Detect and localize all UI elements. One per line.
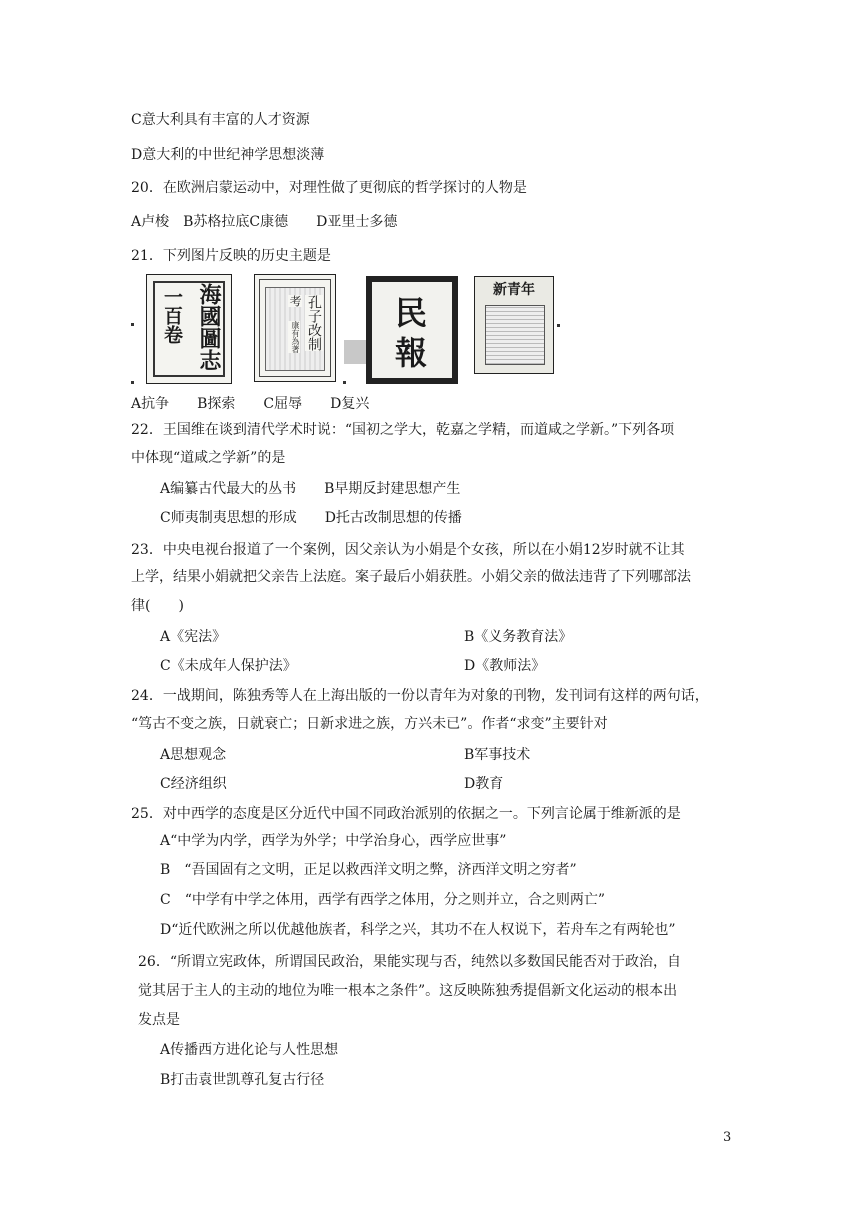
question-26-line-1: 26．“所谓立宪政体，所谓国民政治，果能实现与否，纯然以多数国民能否对于政治，自 [138,954,681,970]
question-25-option-a: A“中学为内学，西学为外学；中学治身心，西学应世事” [160,833,507,849]
kongzi-gaizhi-cover-image [254,274,336,382]
question-26-option-b: B打击袁世凯尊孔复古行径 [160,1072,325,1088]
image-marker [343,381,346,384]
option-d-italy-theology: D意大利的中世纪神学思想淡薄 [131,147,325,163]
question-22-line-1: 22．王国维在谈到清代学术时说：“国初之学大，乾嘉之学精，而道咸之学新。”下列各项 [131,422,675,438]
question-22-options-cd: C师夷制夷思想的形成 D托古改制思想的传播 [160,510,462,526]
question-20-options: A卢梭 B苏格拉底C康德 D亚里士多德 [131,214,398,230]
minbao-cover-image [366,276,458,384]
question-26-option-a: A传播西方进化论与人性思想 [160,1042,339,1058]
question-26-line-3: 发点是 [138,1012,180,1028]
question-25-option-d: D“近代欧洲之所以优越他族者，科学之兴，其功不在人权说下，若舟车之有两轮也” [160,922,676,938]
question-23-line-2: 上学，结果小娟就把父亲告上法庭。案子最后小娟获胜。小娟父亲的做法违背了下列哪部法 [131,569,691,585]
question-24-option-d: D教育 [464,776,504,792]
question-23-line-1: 23．中央电视台报道了一个案例，因父亲认为小娟是个女孩，所以在小娟12岁时就不让其 [131,542,685,558]
cover-title: 年青新 [493,282,535,298]
question-24-line-2: “笃古不变之族，日就衰亡；日新求进之族，方兴未已”。作者“求变”主要针对 [131,716,608,732]
image-marker [131,323,134,326]
haiguo-tuzhi-cover-image [146,274,232,384]
cover-title: 民報 [394,294,431,372]
question-25-option-c: C “中学有中学之体用，西学有西学之体用，分之则并立，合之则两亡” [160,892,606,908]
question-23-option-d: D《教师法》 [464,658,546,674]
question-23-line-3: 律( ) [131,598,184,614]
question-23-option-c: C《未成年人保护法》 [160,658,297,674]
image-marker [131,381,134,384]
question-22-options-ab: A编纂古代最大的丛书 B早期反封建思想产生 [160,481,461,497]
option-c-italy-talent: C意大利具有丰富的人才资源 [131,112,310,128]
question-24-option-c: C经济组织 [160,776,227,792]
question-23-option-a: A《宪法》 [160,629,227,645]
question-25: 25．对中西学的态度是区分近代中国不同政治派别的依据之一。下列言论属于维新派的是 [131,806,681,822]
question-20: 20．在欧洲启蒙运动中，对理性做了更彻底的哲学探讨的人物是 [131,180,527,196]
question-22-line-2: 中体现“道咸之学新”的是 [131,450,286,466]
image-marker [557,324,560,327]
question-21: 21．下列图片反映的历史主题是 [131,248,331,264]
cover-author: 康有為著 [288,321,300,353]
question-24-option-b: B军事技术 [464,747,531,763]
question-24-line-1: 24．一战期间，陈独秀等人在上海出版的一份以青年为对象的刊物，发刊词有这样的两句话， [131,688,709,704]
page-number: 3 [723,1130,732,1145]
question-25-option-b: B “吾国固有之文明，正足以救西洋文明之弊，济西洋文明之穷者” [160,862,577,878]
cover-title: 海國圖志 [196,283,222,371]
cover-text: 考 [288,295,302,307]
cover-title: 孔子改制 [306,295,322,351]
question-26-line-2: 觉其居于主人的主动的地位为唯一根本之条件”。这反映陈独秀提倡新文化运动的根本出 [138,983,678,999]
cover-text-volumes: 一百卷 [161,287,183,344]
question-21-options: A抗争 B探索 C屈辱 D复兴 [131,396,370,412]
question-24-option-a: A思想观念 [160,747,227,763]
xin-qingnian-cover-image [474,276,554,374]
question-23-option-b: B《义务教育法》 [464,629,573,645]
